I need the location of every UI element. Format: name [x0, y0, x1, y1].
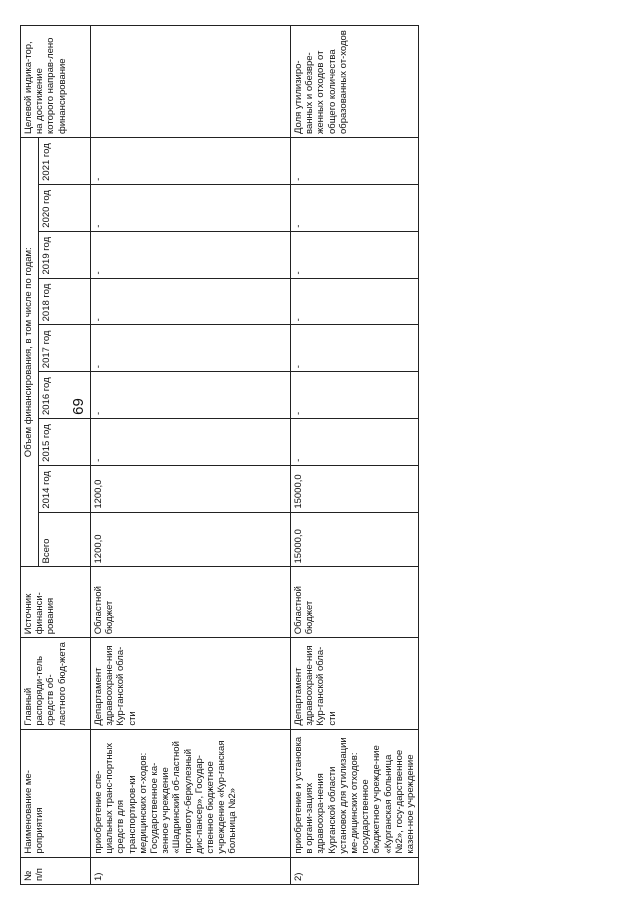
cell-year-2019: - — [291, 231, 419, 278]
cell-year-2017: - — [291, 325, 419, 372]
table-row — [91, 26, 291, 885]
financing-table — [20, 25, 419, 885]
cell-year-2019: - — [91, 231, 291, 278]
cell-year-2020: - — [91, 184, 291, 231]
header-year-2014: 2014 год — [39, 465, 91, 512]
header-target: Целевой индика-тор, на достижение которого направ-лено финансирование — [21, 26, 91, 138]
cell-name: приобретение спе-циальных транс-портных средств для транспортиров-ки медицинских от-ходов: Государственное ка-зенное учреждение «Шадринский об-ластной противоту-беркулезный дис-пансер», Государ-ственное бюджетное учреждение «Кур-ганская больница №2» — [91, 729, 291, 857]
header-manager: Главный распоряди-тель средств об-ластного бюд-жета — [21, 638, 91, 729]
cell-target: Доля утилизиро-ванных и обезвре-женных отходов от общего количества образованных от-ходов — [291, 26, 419, 138]
table-row — [291, 26, 419, 885]
cell-year-2018: - — [291, 278, 419, 325]
cell-manager: Департамент здравоохране-ния Кур-ганской обла-сти — [91, 638, 291, 729]
header-total: Всего — [39, 512, 91, 567]
cell-year-2015: - — [91, 419, 291, 466]
cell-year-2014: 15000,0 — [291, 465, 419, 512]
header-year-2018: 2018 год — [39, 278, 91, 325]
cell-name: приобретение и установка в органи-зациях здравоохра-нения Курганской области установок для утилизации ме-дицинских отходов: государственное бюджетное учрежде-ние «Курганская больница №2», госу-дарственное казен-ное учреждение — [291, 729, 419, 857]
cell-year-2021: - — [291, 138, 419, 185]
header-year-2015: 2015 год — [39, 419, 91, 466]
cell-total: 15000,0 — [291, 512, 419, 567]
header-name: Наименование ме-роприятия — [21, 729, 91, 857]
header-num: № п/п — [21, 857, 91, 884]
cell-year-2017: - — [91, 325, 291, 372]
cell-year-2014: 1200,0 — [91, 465, 291, 512]
cell-year-2016: - — [291, 372, 419, 419]
cell-year-2015: - — [291, 419, 419, 466]
cell-total: 1200,0 — [91, 512, 291, 567]
rotated-table-wrapper — [20, 25, 417, 885]
cell-source: Областной бюджет — [291, 567, 419, 638]
header-source: Источник финанси-рования — [21, 567, 91, 638]
cell-target — [91, 26, 291, 138]
cell-manager: Департамент здравоохране-ния Кур-ганской обла-сти — [291, 638, 419, 729]
header-year-2016: 2016 год — [39, 372, 91, 419]
header-volume: Объем финансирования, в том числе по годам: — [21, 138, 39, 567]
cell-year-2018: - — [91, 278, 291, 325]
cell-year-2016: - — [91, 372, 291, 419]
page-number: 69 — [69, 398, 87, 415]
header-year-2020: 2020 год — [39, 184, 91, 231]
cell-year-2021: - — [91, 138, 291, 185]
header-year-2021: 2021 год — [39, 138, 91, 185]
cell-num: 1) — [91, 857, 291, 884]
cell-source: Областной бюджет — [91, 567, 291, 638]
header-year-2017: 2017 год — [39, 325, 91, 372]
header-year-2019: 2019 год — [39, 231, 91, 278]
cell-num: 2) — [291, 857, 419, 884]
cell-year-2020: - — [291, 184, 419, 231]
